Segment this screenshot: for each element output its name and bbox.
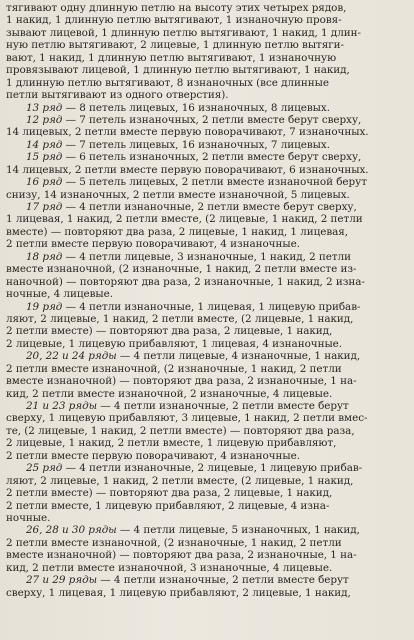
text-line xyxy=(6,400,406,412)
row-label: 12 ряд xyxy=(26,113,63,126)
text-line xyxy=(6,251,406,263)
row-label: 25 ряд xyxy=(26,462,63,475)
text-line xyxy=(6,537,406,549)
line-text: 2 петли вместе, 1 лицевую прибавляют, 2 лицевые, 4 изна- xyxy=(6,499,330,512)
text-line xyxy=(6,276,406,288)
line-text: 2 петли вместе изнаночной, (2 изнаночные, 1 накид, 2 петли xyxy=(6,362,342,375)
line-text: вают, 1 накид, 1 длинную петлю вытягивают, 1 изнаночную xyxy=(6,51,337,64)
line-text: 14 лицевых, 2 петли вместе первую поворачивают, 7 изнаночных. xyxy=(6,126,369,139)
text-line xyxy=(6,487,406,499)
line-text: вместе) — повторяют два раза, 2 лицевые, 1 накид, 1 лицевая, xyxy=(6,225,349,238)
row-label: 16 ряд xyxy=(26,176,63,189)
line-text: — 6 петель изнаночных, 2 петли вместе берут сверху, xyxy=(65,151,362,164)
text-line xyxy=(6,52,406,64)
line-text: — 4 петли изнаночные, 1 лицевая, 1 лицевую прибав- xyxy=(65,300,361,313)
text-line xyxy=(6,450,406,462)
text-line xyxy=(6,524,406,536)
text-line xyxy=(6,14,406,26)
line-text: 2 лицевые, 1 накид, 2 петли вместе, 1 лицевую прибавляют, xyxy=(6,437,337,450)
line-text: ную петлю вытягивают, 2 лицевые, 1 длинную петлю вытяги- xyxy=(6,39,344,52)
line-text: 2 петли вместе первую поворачивают, 4 изнаночные. xyxy=(6,238,300,251)
line-text: ляют, 2 лицевые, 1 накид, 2 петли вместе, (2 лицевые, 1 накид, xyxy=(6,474,354,487)
text-line xyxy=(6,102,406,114)
row-label: 15 ряд xyxy=(26,151,63,164)
text-line xyxy=(6,176,406,188)
text-line xyxy=(6,574,406,586)
text-line xyxy=(6,338,406,350)
row-label: 26, 28 и 30 ряды xyxy=(26,524,117,537)
text-line xyxy=(6,587,406,599)
text-line xyxy=(6,263,406,275)
line-text: — 7 петель лицевых, 16 изнаночных, 7 лицевых. xyxy=(65,138,330,151)
text-line xyxy=(6,89,406,101)
text-line xyxy=(6,164,406,176)
line-text: кид, 2 петли вместе изнаночной, 3 изнаночные, 4 лицевые. xyxy=(6,561,333,574)
text-line xyxy=(6,288,406,300)
line-text: ляют, 2 лицевые, 1 накид, 2 петли вместе, (2 лицевые, 1 накид, xyxy=(6,312,354,325)
line-text: кид, 2 петли вместе изнаночной, 2 изнаночные, 4 лицевые. xyxy=(6,387,333,400)
line-text: тягивают одну длинную петлю на высоту этих четырех рядов, xyxy=(6,2,347,14)
line-text: наночной) — повторяют два раза, 2 изнаночные, 1 накид, 2 изна- xyxy=(6,275,365,288)
row-label: 13 ряд xyxy=(26,101,63,114)
text-line xyxy=(6,201,406,213)
line-text: 14 лицевых, 2 петли вместе первую поворачивают, 6 изнаночных. xyxy=(6,163,369,176)
text-line xyxy=(6,114,406,126)
text-line xyxy=(6,139,406,151)
text-line xyxy=(6,475,406,487)
text-line xyxy=(6,126,406,138)
line-text: — 4 петли изнаночные, 2 петли вместе берут xyxy=(100,400,349,412)
line-text: зывают лицевой, 1 длинную петлю вытягивают, 1 накид, 1 длин- xyxy=(6,26,361,39)
text-line xyxy=(6,238,406,250)
line-text: 2 лицевые, 1 лицевую прибавляют, 1 лицевая, 4 изнаночные. xyxy=(6,337,343,350)
row-label: 14 ряд xyxy=(26,138,63,151)
line-text: сверху, 1 лицевая, 1 лицевую прибавляют, 2 лицевые, 1 накид, xyxy=(6,586,351,599)
row-label: 18 ряд xyxy=(26,250,63,263)
line-text: ночные, 4 лицевые. xyxy=(6,288,113,301)
line-text: — 4 петли лицевые, 3 изнаночные, 1 накид, 2 петли xyxy=(65,250,351,263)
line-text: — 4 петли изнаночные, 2 лицевые, 1 лицевую прибав- xyxy=(65,462,363,475)
line-text: те, (2 лицевые, 1 накид, 2 петли вместе) — повторяют два раза, xyxy=(6,424,355,437)
line-text: — 8 петель лицевых, 16 изнаночных, 8 лицевых. xyxy=(65,101,330,114)
line-text: — 4 петли изнаночные, 2 петли вместе берут xyxy=(100,574,349,587)
text-line xyxy=(6,189,406,201)
line-text: снизу, 14 изнаночных, 2 петли вместе изнаночной, 5 лицевых. xyxy=(6,188,350,201)
text-line xyxy=(6,151,406,163)
text-line xyxy=(6,226,406,238)
line-text: 2 петли вместе первую поворачивают, 4 изнаночные. xyxy=(6,449,300,462)
text-line xyxy=(6,437,406,449)
line-text: провязывают лицевой, 1 длинную петлю вытягивают, 1 накид, xyxy=(6,64,350,77)
line-text: сверху, 1 лицевую прибавляют, 3 лицевые, 1 накид, 2 петли вмес- xyxy=(6,412,368,425)
text-line xyxy=(6,313,406,325)
row-label: 27 и 29 ряды xyxy=(26,574,98,587)
line-text: — 4 петли изнаночные, 2 петли вместе берут сверху, xyxy=(65,201,357,213)
text-line xyxy=(6,363,406,375)
row-label: 17 ряд xyxy=(26,201,63,213)
text-line xyxy=(6,388,406,400)
line-text: 2 петли вместе изнаночной, (2 изнаночные, 1 накид, 2 петли xyxy=(6,536,342,549)
text-line xyxy=(6,462,406,474)
text-line xyxy=(6,549,406,561)
text-line xyxy=(6,375,406,387)
line-text: вместе изнаночной) — повторяют два раза, 2 изнаночные, 1 на- xyxy=(6,375,357,388)
text-line xyxy=(6,213,406,225)
row-label: 21 и 23 ряды xyxy=(26,400,98,412)
text-line xyxy=(6,27,406,39)
line-text: — 7 петель изнаночных, 2 петли вместе берут сверху, xyxy=(65,113,362,126)
row-label: 20, 22 и 24 ряды xyxy=(26,350,117,363)
line-text: 1 длинную петлю вытягивают, 8 изнаночных (все длинные xyxy=(6,76,329,89)
text-line xyxy=(6,350,406,362)
line-text: вместе изнаночной) — повторяют два раза, 2 изнаночные, 1 на- xyxy=(6,549,357,562)
text-line xyxy=(6,64,406,76)
line-text: ночные. xyxy=(6,511,51,524)
line-text: 2 петли вместе) — повторяют два раза, 2 лицевые, 1 накид, xyxy=(6,487,333,500)
line-text: — 5 петель лицевых, 2 петли вместе изнаночной берут xyxy=(65,176,367,189)
line-text: — 4 петли лицевые, 4 изнаночные, 1 накид, xyxy=(119,350,361,363)
text-line xyxy=(6,562,406,574)
line-text: — 4 петли лицевые, 5 изнаночных, 1 накид, xyxy=(119,524,360,537)
text-line xyxy=(6,325,406,337)
text-line xyxy=(6,425,406,437)
text-line xyxy=(6,412,406,424)
line-text: петли вытягивают из одного отверстия). xyxy=(6,89,229,102)
text-line xyxy=(6,500,406,512)
text-line xyxy=(6,39,406,51)
row-label: 19 ряд xyxy=(26,300,63,313)
line-text: 2 петли вместе) — повторяют два раза, 2 лицевые, 1 накид, xyxy=(6,325,333,338)
line-text: вместе изнаночной, (2 изнаночные, 1 накид, 2 петли вместе из- xyxy=(6,263,357,276)
line-text: 1 лицевая, 1 накид, 2 петли вместе, (2 лицевые, 1 накид, 2 петли xyxy=(6,213,363,226)
text-line xyxy=(6,77,406,89)
line-text: 1 накид, 1 длинную петлю вытягивают, 1 изнаночную провя- xyxy=(6,14,342,27)
text-line xyxy=(6,2,406,14)
text-line xyxy=(6,301,406,313)
text-line xyxy=(6,512,406,524)
